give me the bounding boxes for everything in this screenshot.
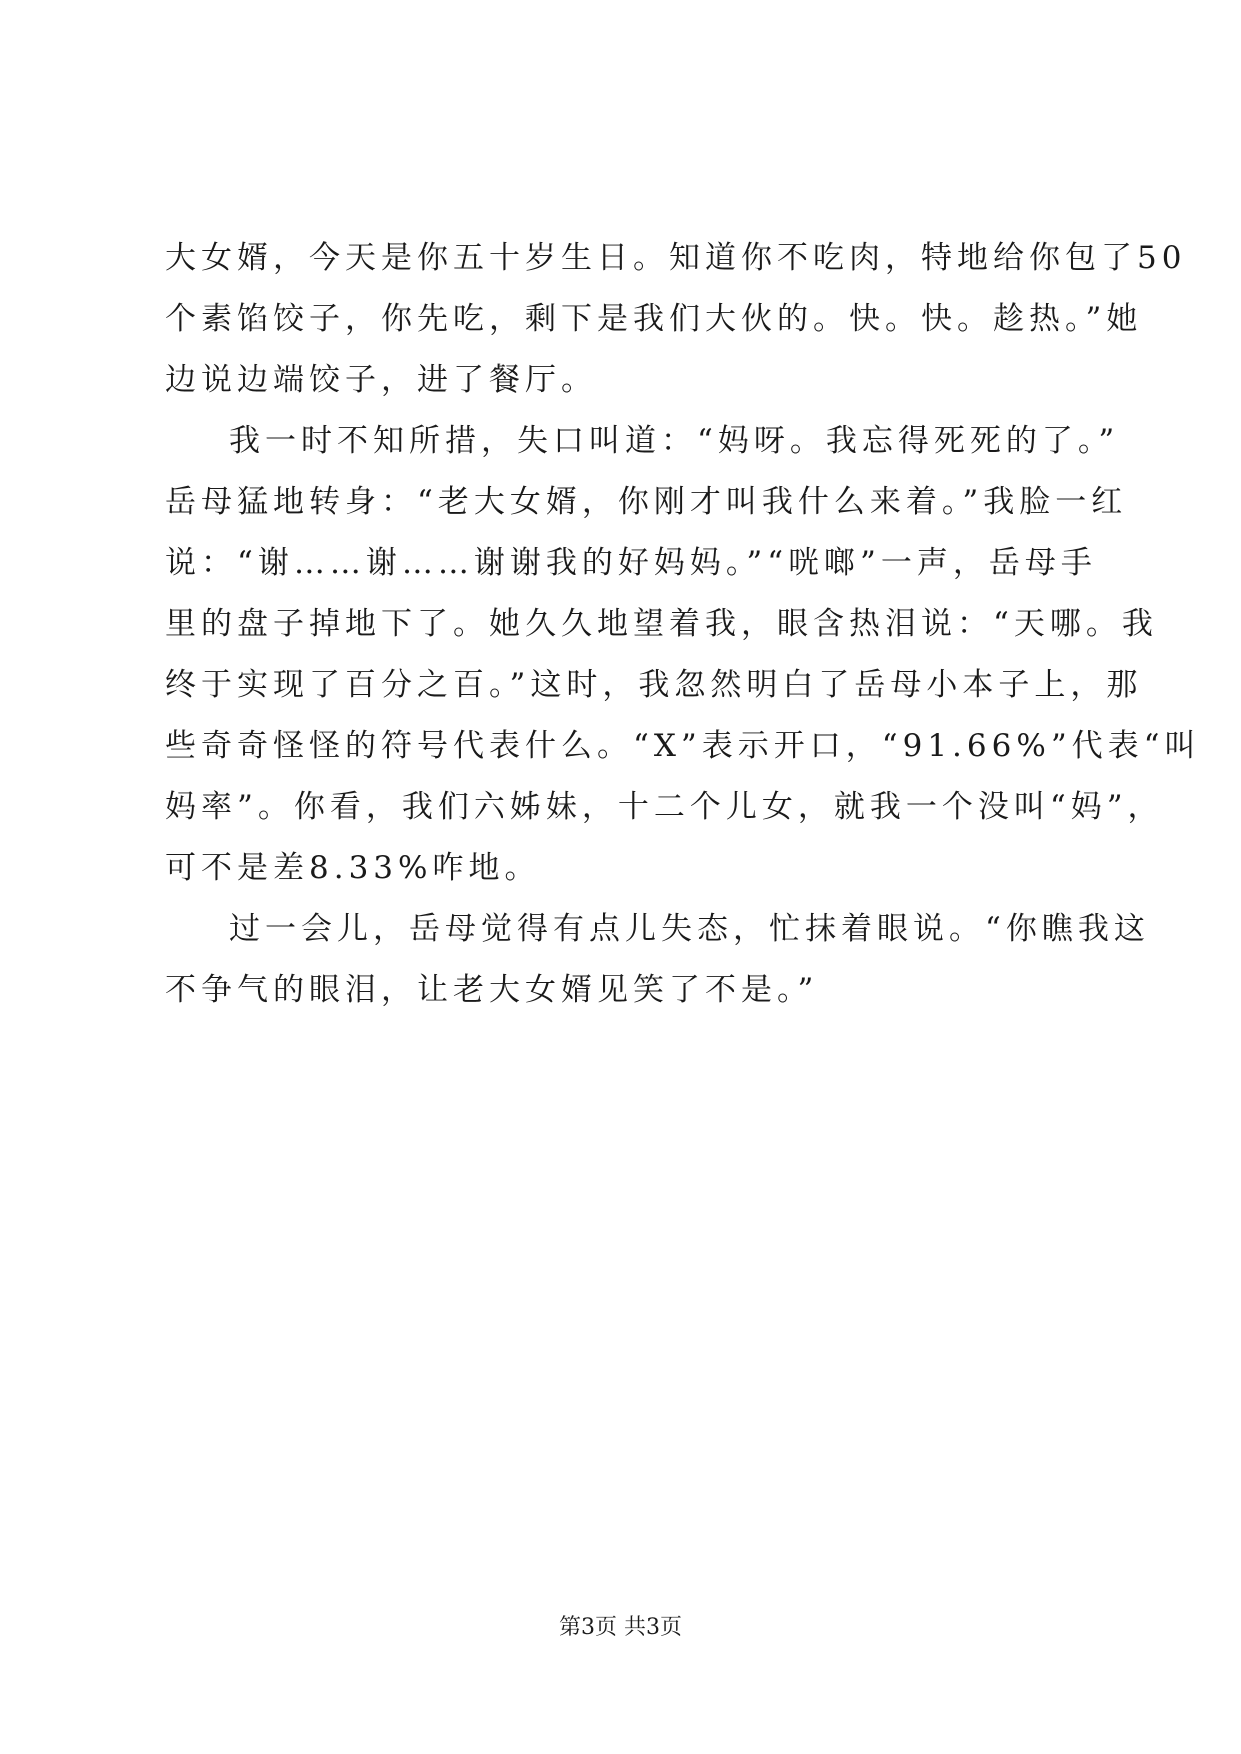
text-line: 里的盘子掉地下了。她久久地望着我，眼含热泪说：“天哪。我 — [165, 606, 1158, 642]
text-line: 边说边端饺子，进了餐厅。 — [165, 362, 597, 398]
text-line: 终于实现了百分之百。”这时，我忽然明白了岳母小本子上，那 — [165, 667, 1143, 703]
text-line: 岳母猛地转身：“老大女婿，你刚才叫我什么来着。”我脸一红 — [165, 484, 1128, 520]
text-line: 些奇奇怪怪的符号代表什么。“X”表示开口，“91.66%”代表“叫 — [165, 728, 1201, 764]
text-line: 妈率”。你看，我们六姊妹，十二个儿女，就我一个没叫“妈”， — [165, 789, 1164, 825]
text-line: 说：“谢……谢……谢谢我的好妈妈。”“咣啷”一声，岳母手 — [165, 545, 1097, 581]
text-line: 大女婿，今天是你五十岁生日。知道你不吃肉，特地给你包了50 — [165, 240, 1187, 276]
page-number-footer: 第3页 共3页 — [559, 1615, 682, 1640]
text-line: 不争气的眼泪，让老大女婿见笑了不是。” — [165, 972, 819, 1008]
paragraph-first-line: 我一时不知所措，失口叫道：“妈呀。我忘得死死的了。” — [229, 423, 1120, 459]
text-line: 可不是差8.33%咋地。 — [165, 850, 541, 886]
paragraph-first-line: 过一会儿，岳母觉得有点儿失态，忙抹着眼说。“你瞧我这 — [229, 911, 1150, 947]
document-body — [165, 228, 1201, 1021]
text-line: 个素馅饺子，你先吃，剩下是我们大伙的。快。快。趁热。”她 — [165, 301, 1143, 337]
